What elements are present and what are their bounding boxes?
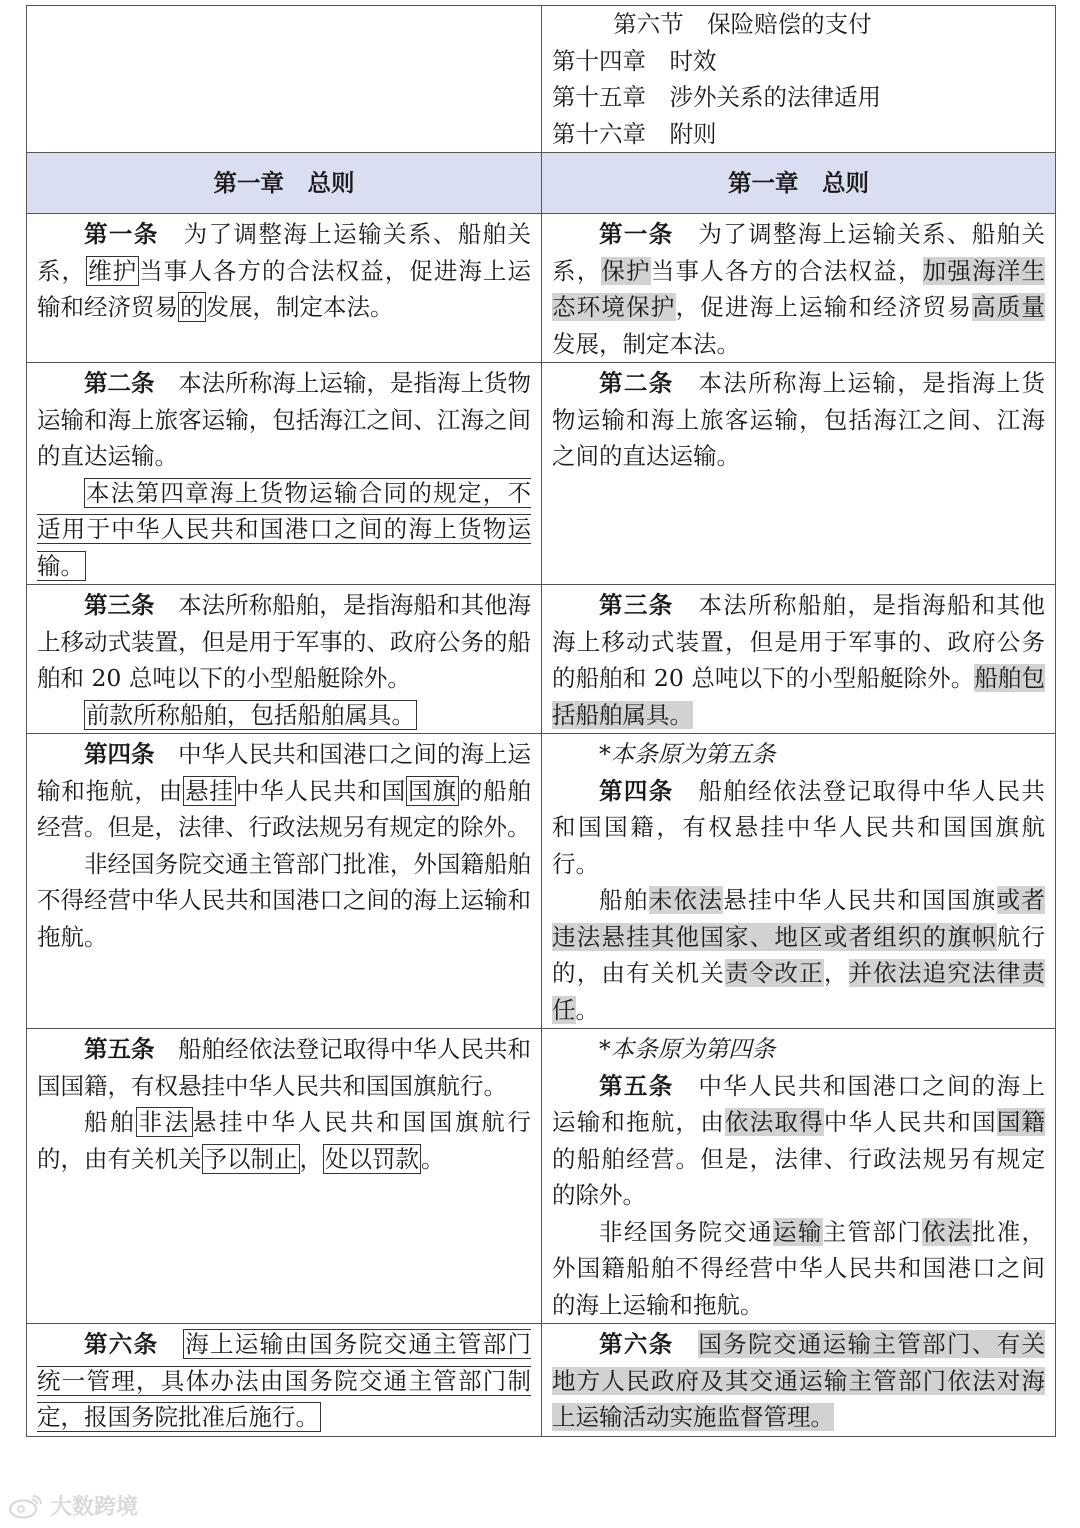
article-4-new — [542, 734, 1056, 1029]
article-3-row — [27, 585, 1056, 734]
deleted-text: 非法 — [138, 1108, 191, 1136]
article-3-old-paragraph-2 — [37, 697, 531, 734]
article-1-old — [27, 214, 542, 363]
watermark — [8, 1490, 138, 1521]
article-4-note: *本条原为第五条 — [599, 740, 776, 768]
article-2-old — [27, 363, 542, 585]
article-3-new — [542, 585, 1056, 734]
deleted-text: 处以罚款 — [325, 1144, 419, 1173]
toc-right-cell — [542, 6, 1056, 153]
toc-section-6: 第六节 保险赔偿的支付 — [613, 10, 872, 38]
toc-chapter-16: 第十六章 附则 — [552, 119, 717, 148]
deleted-text: 予以制止 — [203, 1144, 298, 1173]
added-text: 或者违法悬挂其他国家、地区或者组织的旗帜 — [552, 886, 1046, 951]
article-number: 第三条 — [599, 591, 674, 619]
article-number: 第六条 — [599, 1330, 674, 1358]
toc-chapter-15: 第十五章 涉外关系的法律适用 — [552, 83, 881, 111]
article-5-row — [27, 1029, 1056, 1324]
added-text: 运输 — [772, 1217, 823, 1246]
chapter-header-left: 第一章 总则 — [27, 153, 542, 214]
article-4-new-paragraph-1: 第四条 船舶经依法登记取得中华人民共和国国籍，有权悬挂中华人民共和国国旗航行。 — [552, 776, 1046, 878]
article-number: 第六条 — [84, 1330, 159, 1358]
deleted-text: 国旗 — [408, 776, 457, 805]
article-1-new — [542, 214, 1056, 363]
deleted-text: 维护 — [88, 256, 138, 285]
article-1-new-paragraph: 第一条 为了调整海上运输关系、船舶关系，保护当事人各方的合法权益，加强海洋生态环境保护，促进海上运输和经济贸易高质量发展，制定本法。 — [552, 220, 1046, 358]
article-4-old-paragraph-2: 非经国务院交通主管部门批准，外国籍船舶不得经营中华人民共和国港口之间的海上运输和拖航。 — [37, 849, 531, 951]
article-number: 第四条 — [84, 740, 155, 768]
article-5-old-paragraph-2: 船舶非法悬挂中华人民共和国国旗航行的，由有关机关予以制止，处以罚款。 — [37, 1108, 531, 1173]
article-4-new-paragraph-2: 船舶未依法悬挂中华人民共和国国旗或者违法悬挂其他国家、地区或者组织的旗帜航行的，由有关机关责令改正，并依法追究法律责任。 — [552, 886, 1046, 1024]
article-6-old-paragraph — [37, 1326, 531, 1436]
watermark-text: 大数跨境 — [50, 1495, 139, 1520]
article-5-new-paragraph-2: 非经国务院交通运输主管部门依法批准，外国籍船舶不得经营中华人民共和国港口之间的海上运输和拖航。 — [552, 1217, 1046, 1319]
added-text: 依法取得 — [724, 1108, 824, 1136]
article-6-old — [27, 1324, 542, 1437]
article-3-new-paragraph: 第三条 本法所称船舶，是指海船和其他海上移动式装置，但是用于军事的、政府公务的船舶和 20 总吨以下的小型船艇除外。船舶包括船舶属具。 — [552, 591, 1046, 729]
article-6-new-paragraph — [552, 1326, 1045, 1436]
article-number: 第五条 — [84, 1035, 155, 1063]
article-number: 第四条 — [599, 776, 674, 805]
article-2-row — [27, 363, 1056, 585]
deleted-text: 前款所称船舶，包括船舶属具。 — [86, 700, 415, 729]
article-number: 第三条 — [84, 591, 155, 619]
article-3-old — [27, 585, 542, 734]
deleted-text: 的 — [180, 293, 204, 321]
added-text: 高质量 — [972, 293, 1046, 321]
article-1-old-paragraph: 第一条 为了调整海上运输关系、船舶关系，维护当事人各方的合法权益，促进海上运输和经济贸易的发展，制定本法。 — [37, 220, 532, 321]
deleted-text: 本法第四章海上货物运输合同的规定，不适用于中华人民共和国港口之间的海上货物运输。 — [37, 478, 531, 580]
added-text: 国务院交通运输主管部门、有关地方人民政府及其交通运输主管部门依法对海上运输活动实施监督管理。 — [552, 1330, 1046, 1431]
article-2-new-paragraph: 第二条 本法所称海上运输，是指海上货物运输和海上旅客运输，包括海江之间、江海之间的直达运输。 — [552, 369, 1046, 470]
article-4-old-paragraph-1: 第四条 中华人民共和国港口之间的海上运输和拖航，由悬挂中华人民共和国国旗的船舶经营。但是，法律、行政法规另有规定的除外。 — [37, 740, 532, 841]
article-number: 第一条 — [599, 220, 674, 248]
article-1-row — [27, 214, 1056, 363]
comparison-table — [26, 5, 1056, 1437]
article-2-old-paragraph-2 — [37, 475, 531, 585]
article-4-old — [27, 734, 542, 1029]
article-2-new — [542, 363, 1056, 585]
added-text: 未依法 — [648, 886, 724, 914]
added-text: 船舶包括船舶属具。 — [552, 664, 1046, 729]
added-text: 依法 — [922, 1217, 972, 1246]
article-5-new-paragraph-1: 第五条 中华人民共和国港口之间的海上运输和拖航，由依法取得中华人民共和国国籍的船舶经营。但是，法律、行政法规另有规定的除外。 — [552, 1071, 1046, 1209]
added-text: 责令改正 — [724, 959, 824, 987]
article-6-row — [27, 1324, 1056, 1437]
article-2-old-paragraph-1: 第二条 本法所称海上运输，是指海上货物运输和海上旅客运输，包括海江之间、江海之间的直达运输。 — [37, 369, 532, 470]
article-number: 第二条 — [599, 369, 674, 397]
added-text: 保护 — [601, 256, 651, 285]
added-text: 并依法追究法律责任 — [552, 959, 1046, 1024]
article-5-old-paragraph-1: 第五条 船舶经依法登记取得中华人民共和国国籍，有权悬挂中华人民共和国国旗航行。 — [37, 1035, 532, 1100]
toc-row — [27, 6, 1056, 153]
article-5-old — [27, 1029, 542, 1324]
article-5-new — [542, 1029, 1056, 1324]
weibo-logo-icon — [8, 1493, 44, 1519]
deleted-text: 海上运输由国务院交通主管部门统一管理，具体办法由国务院交通主管部门制定，报国务院批准后施行。 — [37, 1330, 532, 1431]
toc-left-cell — [27, 6, 542, 153]
toc-chapter-14: 第十四章 时效 — [552, 46, 717, 75]
deleted-text: 悬挂 — [185, 776, 234, 805]
chapter-header-right: 第一章 总则 — [542, 153, 1056, 214]
article-3-old-paragraph-1: 第三条 本法所称船舶，是指海船和其他海上移动式装置，但是用于军事的、政府公务的船舶和 20 总吨以下的小型船艇除外。 — [37, 591, 532, 692]
article-4-row — [27, 734, 1056, 1029]
added-text: 国籍 — [996, 1108, 1046, 1136]
article-number: 第二条 — [84, 369, 155, 397]
article-number: 第一条 — [84, 220, 159, 248]
chapter-header-row — [27, 153, 1056, 214]
added-text: 加强海洋生态环境保护 — [552, 256, 1046, 321]
article-5-note: *本条原为第四条 — [599, 1035, 776, 1063]
article-6-new — [542, 1324, 1056, 1437]
article-number: 第五条 — [599, 1071, 674, 1100]
